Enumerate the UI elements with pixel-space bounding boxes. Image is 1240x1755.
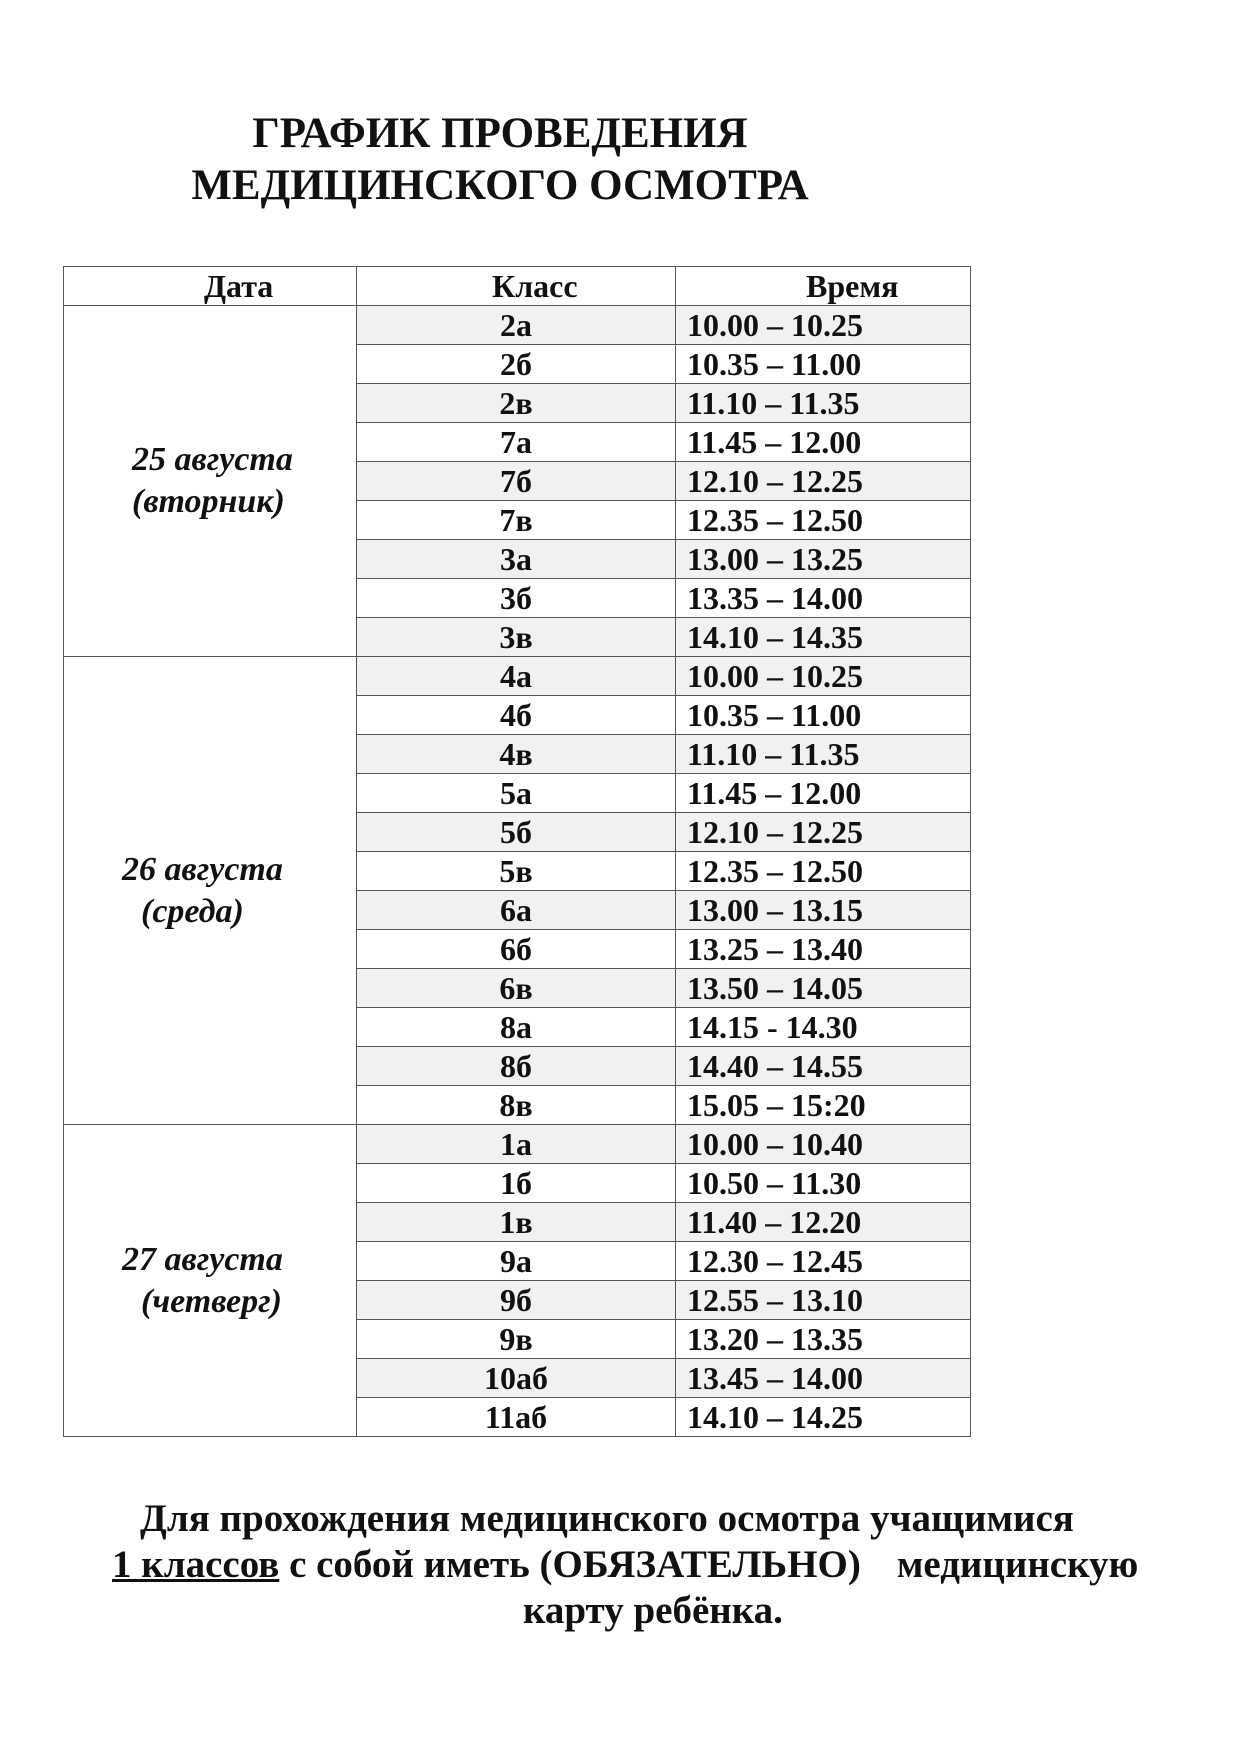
class-cell: 3в (357, 618, 676, 657)
class-cell: 5в (357, 852, 676, 891)
notice-line-2 (0, 1542, 1240, 1588)
notice-underlined: 1 классов (112, 1543, 280, 1586)
time-cell: 12.35 – 12.50 (676, 501, 971, 540)
table-header-row (64, 267, 971, 306)
schedule-body (64, 306, 971, 1437)
class-cell: 3а (357, 540, 676, 579)
time-cell: 10.00 – 10.25 (676, 306, 971, 345)
time-cell: 14.40 – 14.55 (676, 1047, 971, 1086)
time-cell: 14.15 - 14.30 (676, 1008, 971, 1047)
class-cell: 7в (357, 501, 676, 540)
time-cell: 10.35 – 11.00 (676, 345, 971, 384)
class-cell: 9б (357, 1281, 676, 1320)
notice-line-3: карту ребёнка. (523, 1589, 783, 1632)
class-cell: 2б (357, 345, 676, 384)
weekday-label: (среда) (141, 892, 244, 930)
class-cell: 11аб (357, 1398, 676, 1437)
table-row (64, 657, 971, 696)
class-cell: 4б (357, 696, 676, 735)
table-row (64, 306, 971, 345)
time-cell: 11.45 – 12.00 (676, 423, 971, 462)
time-cell: 13.25 – 13.40 (676, 930, 971, 969)
schedule-table (63, 266, 971, 1437)
time-cell: 13.45 – 14.00 (676, 1359, 971, 1398)
date-label: 26 августа (122, 850, 283, 888)
notice-line-2-text: с собой иметь (ОБЯЗАТЕЛЬНО) (279, 1543, 861, 1586)
time-cell: 14.10 – 14.25 (676, 1398, 971, 1437)
time-cell: 13.00 – 13.15 (676, 891, 971, 930)
class-cell: 6в (357, 969, 676, 1008)
date-cell (64, 657, 357, 1125)
time-cell: 10.35 – 11.00 (676, 696, 971, 735)
time-cell: 13.50 – 14.05 (676, 969, 971, 1008)
class-cell: 8а (357, 1008, 676, 1047)
time-cell: 11.45 – 12.00 (676, 774, 971, 813)
time-cell: 12.10 – 12.25 (676, 462, 971, 501)
class-cell: 9а (357, 1242, 676, 1281)
time-cell: 10.00 – 10.40 (676, 1125, 971, 1164)
class-cell: 5а (357, 774, 676, 813)
table-row (64, 1125, 971, 1164)
time-cell: 13.35 – 14.00 (676, 579, 971, 618)
title-line-2: МЕДИЦИНСКОГО ОСМОТРА (191, 162, 809, 209)
date-cell (64, 1125, 357, 1437)
time-cell: 12.35 – 12.50 (676, 852, 971, 891)
class-cell: 8в (357, 1086, 676, 1125)
class-cell: 1а (357, 1125, 676, 1164)
date-cell (64, 306, 357, 657)
notice-line-2-end: медицинскую (896, 1543, 1139, 1586)
class-cell: 2в (357, 384, 676, 423)
document-title (0, 108, 1000, 212)
class-cell: 10аб (357, 1359, 676, 1398)
class-cell: 6а (357, 891, 676, 930)
time-cell: 11.10 – 11.35 (676, 384, 971, 423)
class-cell: 2а (357, 306, 676, 345)
class-cell: 8б (357, 1047, 676, 1086)
time-cell: 12.10 – 12.25 (676, 813, 971, 852)
time-cell: 14.10 – 14.35 (676, 618, 971, 657)
time-cell: 13.20 – 13.35 (676, 1320, 971, 1359)
class-cell: 6б (357, 930, 676, 969)
notice (0, 1496, 1240, 1634)
time-cell: 15.05 – 15:20 (676, 1086, 971, 1125)
class-cell: 7а (357, 423, 676, 462)
time-cell: 11.10 – 11.35 (676, 735, 971, 774)
header-date: Дата (64, 267, 357, 306)
class-cell: 1в (357, 1203, 676, 1242)
date-label: 25 августа (132, 441, 293, 478)
time-cell: 11.40 – 12.20 (676, 1203, 971, 1242)
header-class: Класс (357, 267, 676, 306)
class-cell: 5б (357, 813, 676, 852)
time-cell: 10.50 – 11.30 (676, 1164, 971, 1203)
class-cell: 3б (357, 579, 676, 618)
title-line-1: ГРАФИК ПРОВЕДЕНИЯ (252, 110, 748, 157)
time-cell: 13.00 – 13.25 (676, 540, 971, 579)
class-cell: 7б (357, 462, 676, 501)
class-cell: 9в (357, 1320, 676, 1359)
class-cell: 4в (357, 735, 676, 774)
class-cell: 1б (357, 1164, 676, 1203)
header-time: Время (676, 267, 971, 306)
time-cell: 10.00 – 10.25 (676, 657, 971, 696)
weekday-label: (четверг) (141, 1282, 282, 1320)
weekday-label: (вторник) (132, 483, 285, 520)
class-cell: 4а (357, 657, 676, 696)
notice-line-1: Для прохождения медицинского осмотра учащимися (140, 1497, 1074, 1540)
time-cell: 12.55 – 13.10 (676, 1281, 971, 1320)
time-cell: 12.30 – 12.45 (676, 1242, 971, 1281)
date-label: 27 августа (122, 1240, 283, 1278)
